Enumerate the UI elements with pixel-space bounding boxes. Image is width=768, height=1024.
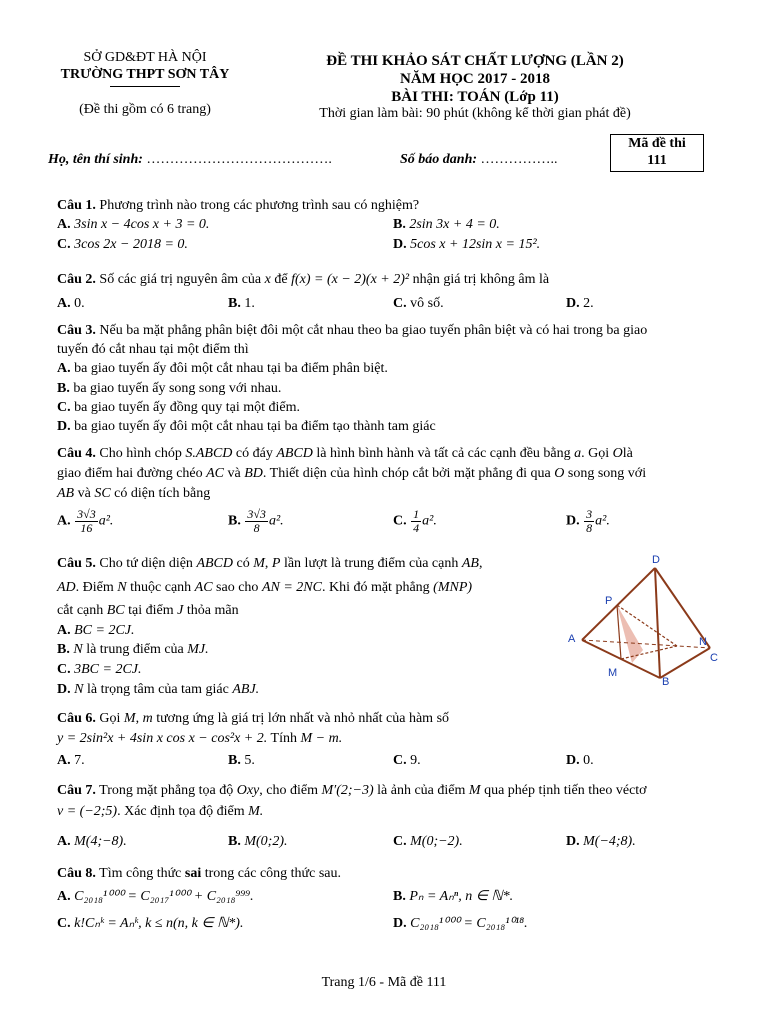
candidate-number-dots: …………….. bbox=[480, 152, 558, 167]
option-text: vô số. bbox=[410, 296, 444, 311]
math-var: (MNP) bbox=[433, 580, 473, 595]
question-6 bbox=[57, 711, 449, 727]
question-text: trong các công thức sau. bbox=[204, 866, 342, 881]
math-func: f(x) = (x − 2)(x + 2)² bbox=[291, 272, 410, 287]
denominator: 8 bbox=[253, 521, 260, 535]
label-C: C bbox=[710, 652, 718, 664]
q8-option-b bbox=[393, 888, 513, 905]
math-var: Oxy bbox=[236, 783, 260, 798]
q6-option-b bbox=[228, 753, 255, 769]
q1-option-b bbox=[393, 217, 500, 233]
question-text: tương ứng là giá trị lớn nhất và nhỏ nhất của hàm số bbox=[156, 711, 450, 726]
option-label: C. bbox=[57, 662, 71, 677]
option-text: 3cos 2x − 2018 = 0. bbox=[74, 237, 188, 252]
q7-option-c bbox=[393, 834, 463, 850]
question-text: Cho hình chóp bbox=[99, 446, 182, 461]
question-text: sao cho bbox=[216, 580, 259, 595]
option-text: 0. bbox=[583, 753, 594, 768]
school-name: TRƯỜNG THPT SƠN TÂY bbox=[60, 67, 230, 82]
q7-option-a bbox=[57, 834, 127, 850]
question-3 bbox=[57, 323, 647, 339]
math-var: SC bbox=[94, 486, 111, 501]
math-var: AN = 2NC bbox=[261, 580, 322, 595]
question-label: Câu 6. bbox=[57, 711, 96, 726]
candidate-name-dots: …………………………………. bbox=[146, 152, 332, 167]
question-7-line2 bbox=[57, 804, 263, 820]
option-text: k!Cₙᵏ = Aₙᵏ, k ≤ n(n, k ∈ ℕ*). bbox=[74, 916, 244, 931]
question-text: và bbox=[77, 486, 91, 501]
label-P: P bbox=[605, 595, 613, 607]
question-text: qua phép tịnh tiến theo véctơ bbox=[484, 783, 647, 798]
option-text: BC = 2CJ. bbox=[74, 623, 135, 638]
exam-subject: BÀI THI: TOÁN (Lớp 11) bbox=[391, 89, 559, 105]
numerator: 1 bbox=[413, 507, 420, 521]
question-text: Nếu ba mặt phẳng phân biệt đôi một cắt nhau theo ba giao tuyến phân biệt và có hai trong ba giao bbox=[99, 323, 648, 338]
math-var: AC bbox=[194, 580, 213, 595]
math-var: M′(2;−3) bbox=[321, 783, 374, 798]
exam-code-box bbox=[610, 134, 704, 172]
question-label: Câu 8. bbox=[57, 866, 96, 881]
math-var: v = (−2;5) bbox=[57, 804, 118, 819]
question-text: có diện tích bằng bbox=[114, 486, 211, 501]
question-label: Câu 7. bbox=[57, 783, 96, 798]
option-label: B. bbox=[228, 834, 241, 849]
question-text: Tìm công thức bbox=[99, 866, 182, 881]
option-text: a². bbox=[595, 513, 610, 529]
label-B: B bbox=[662, 676, 670, 688]
candidate-name-line bbox=[48, 152, 332, 168]
question-text: thuộc cạnh bbox=[130, 580, 192, 595]
numerator: 3√3 bbox=[77, 507, 96, 521]
question-text: , bbox=[264, 556, 269, 571]
q5-option-d bbox=[57, 682, 259, 698]
edge-BC bbox=[660, 648, 710, 678]
question-text: là hình bình hành và tất cả các cạnh đều bằng bbox=[316, 446, 571, 461]
question-label: Câu 1. bbox=[57, 198, 96, 213]
option-text: 5. bbox=[244, 753, 255, 768]
q7-option-b bbox=[228, 834, 288, 850]
option-text: ba giao tuyến ấy đồng quy tại một điểm. bbox=[74, 400, 301, 415]
q2-option-c bbox=[393, 296, 444, 312]
option-label: D. bbox=[566, 834, 580, 849]
candidate-number-label: Số báo danh: bbox=[400, 152, 478, 167]
option-label: D. bbox=[57, 419, 71, 434]
question-text: , bbox=[478, 556, 483, 571]
option-label: A. bbox=[57, 513, 71, 529]
math-var: M bbox=[253, 556, 265, 571]
edge-AC bbox=[582, 640, 710, 648]
math-var: M. bbox=[248, 804, 264, 819]
school-year: NĂM HỌC 2017 - 2018 bbox=[400, 71, 550, 87]
question-text: là bbox=[622, 446, 633, 461]
option-label: B. bbox=[228, 296, 241, 311]
option-text: a². bbox=[98, 513, 114, 529]
math-func: y = 2sin²x + 4sin x cos x − cos²x + 2. bbox=[57, 731, 268, 746]
math-var: M bbox=[123, 711, 136, 726]
math-var: m bbox=[142, 711, 153, 726]
q6-option-c bbox=[393, 753, 421, 769]
exam-title: ĐỀ THI KHẢO SÁT CHẤT LƯỢNG (LẦN 2) bbox=[326, 53, 624, 69]
option-label: B. bbox=[228, 513, 241, 529]
question-text: để bbox=[274, 272, 288, 287]
option-text: C₂₀₁₈¹⁰⁰⁰ = C₂₀₁₇¹⁰⁰⁰ + C₂₀₁₈⁹⁹⁹. bbox=[74, 889, 254, 904]
page-footer: Trang 1/6 - Mã đề 111 bbox=[321, 975, 447, 990]
label-M: M bbox=[608, 667, 618, 679]
q4-option-d bbox=[566, 508, 610, 535]
question-text: Cho tứ diện diện bbox=[99, 556, 193, 571]
question-8 bbox=[57, 866, 341, 882]
option-text: ba giao tuyến ấy đôi một cắt nhau tại ba điểm phân biệt. bbox=[74, 361, 388, 376]
numerator: 3√3 bbox=[247, 507, 266, 521]
math-var: AB bbox=[57, 486, 75, 501]
question-text: có bbox=[236, 556, 250, 571]
question-text: nhận giá trị không âm là bbox=[412, 272, 550, 287]
option-text: là trung điểm của bbox=[86, 642, 184, 657]
question-text: cắt cạnh bbox=[57, 603, 104, 618]
question-text: , cho điểm bbox=[259, 783, 318, 798]
option-text: M(0;−2). bbox=[410, 834, 463, 849]
math-var: O bbox=[612, 446, 623, 461]
option-label: B. bbox=[57, 642, 70, 657]
math-var: O bbox=[554, 466, 565, 481]
question-text: . Thiết diện của hình chóp cắt bởi mặt phẳng đi qua bbox=[262, 466, 551, 481]
exam-code-label: Mã đề thi bbox=[628, 136, 686, 151]
option-label: A. bbox=[57, 889, 71, 904]
option-text: ba giao tuyến ấy song song với nhau. bbox=[73, 381, 282, 396]
option-label: D. bbox=[393, 916, 407, 931]
question-4-line2 bbox=[57, 466, 646, 482]
math-var: N bbox=[74, 682, 84, 697]
math-var: M bbox=[468, 783, 481, 798]
question-6-line2 bbox=[57, 731, 342, 747]
math-var: x bbox=[264, 272, 271, 287]
math-var: S.ABCD bbox=[185, 446, 233, 461]
option-label: C. bbox=[393, 296, 407, 311]
math-var: BD bbox=[244, 466, 263, 481]
question-text: . Điểm bbox=[75, 580, 114, 595]
option-label: C. bbox=[57, 916, 71, 931]
candidate-number-line bbox=[400, 152, 558, 168]
edge-DB bbox=[655, 568, 660, 678]
math-var: a bbox=[574, 446, 582, 461]
option-text: a². bbox=[268, 513, 284, 529]
option-text: 5cos x + 12sin x = 15². bbox=[410, 237, 541, 252]
option-label: D. bbox=[393, 237, 407, 252]
pages-note: (Đề thi gồm có 6 trang) bbox=[79, 102, 211, 117]
math-var: AC bbox=[206, 466, 225, 481]
option-label: B. bbox=[228, 753, 241, 768]
question-emphasis: sai bbox=[184, 866, 202, 881]
q7-option-d bbox=[566, 834, 636, 850]
school-underline bbox=[110, 86, 180, 87]
q4-option-b bbox=[228, 508, 284, 535]
q1-option-a bbox=[57, 217, 209, 233]
option-label: C. bbox=[393, 753, 407, 768]
option-label: C. bbox=[393, 513, 407, 529]
option-text: 1. bbox=[244, 296, 255, 311]
option-text: Pₙ = Aₙⁿ, n ∈ ℕ*. bbox=[409, 889, 514, 904]
option-label: D. bbox=[566, 753, 580, 768]
option-label: A. bbox=[57, 217, 71, 232]
option-text: 0. bbox=[74, 296, 85, 311]
question-5 bbox=[57, 556, 482, 572]
option-text: 3sin x − 4cos x + 3 = 0. bbox=[74, 217, 210, 232]
q2-option-b bbox=[228, 296, 255, 312]
exam-time: Thời gian làm bài: 90 phút (không kể thời gian phát đề) bbox=[319, 106, 631, 121]
option-label: C. bbox=[57, 400, 71, 415]
math-var: N bbox=[117, 580, 127, 595]
option-text: 3BC = 2CJ. bbox=[74, 662, 142, 677]
q1-option-d bbox=[393, 237, 540, 253]
q6-option-d bbox=[566, 753, 594, 769]
option-label: C. bbox=[393, 834, 407, 849]
fraction bbox=[75, 508, 98, 535]
q1-option-c bbox=[57, 237, 188, 253]
question-text: Trong mặt phẳng tọa độ bbox=[99, 783, 234, 798]
question-text: song song với bbox=[567, 466, 647, 481]
option-label: C. bbox=[57, 237, 71, 252]
math-var: ABCD bbox=[196, 556, 233, 571]
option-text: M(4;−8). bbox=[74, 834, 127, 849]
math-var: ABJ. bbox=[232, 682, 260, 697]
math-var: J bbox=[177, 603, 184, 618]
numerator: 3 bbox=[586, 507, 593, 521]
option-text: 9. bbox=[410, 753, 421, 768]
q4-option-c bbox=[393, 508, 437, 535]
question-text: . Xác định tọa độ điểm bbox=[117, 804, 245, 819]
question-label: Câu 5. bbox=[57, 556, 96, 571]
denominator: 8 bbox=[586, 521, 593, 535]
q3-option-b bbox=[57, 381, 281, 397]
question-4 bbox=[57, 446, 633, 462]
question-5-line3 bbox=[57, 603, 239, 619]
question-text: , bbox=[135, 711, 140, 726]
question-text: Gọi bbox=[99, 711, 121, 726]
math-var: BC bbox=[106, 603, 125, 618]
q5-option-c bbox=[57, 662, 142, 678]
math-var: AB bbox=[461, 556, 479, 571]
option-text: M(0;2). bbox=[244, 834, 288, 849]
math-var: ABCD bbox=[276, 446, 313, 461]
exam-code: 111 bbox=[647, 153, 667, 168]
question-5-line2 bbox=[57, 580, 472, 596]
question-3-line2: tuyến đó cắt nhau tại một điểm thì bbox=[57, 342, 249, 357]
option-label: D. bbox=[566, 296, 580, 311]
q5-option-b bbox=[57, 642, 209, 658]
question-1 bbox=[57, 198, 419, 214]
label-A: A bbox=[568, 633, 576, 645]
option-label: A. bbox=[57, 296, 71, 311]
math-var: MJ. bbox=[187, 642, 209, 657]
q8-option-c bbox=[57, 915, 243, 932]
question-text: có đáy bbox=[235, 446, 273, 461]
option-text: C₂₀₁₈¹⁰⁰⁰ = C₂₀₁₈¹⁰¹⁸. bbox=[410, 916, 528, 931]
option-label: B. bbox=[393, 889, 406, 904]
question-text: . Gọi bbox=[581, 446, 610, 461]
q8-option-d bbox=[393, 915, 528, 932]
question-text: Tính bbox=[270, 731, 297, 746]
option-text: 7. bbox=[74, 753, 85, 768]
question-text: là ảnh của điểm bbox=[377, 783, 466, 798]
fraction bbox=[245, 508, 268, 535]
q8-option-a bbox=[57, 888, 254, 905]
q6-option-a bbox=[57, 753, 85, 769]
label-D: D bbox=[652, 554, 660, 566]
question-label: Câu 2. bbox=[57, 272, 96, 287]
q5-option-a bbox=[57, 623, 135, 639]
option-text: 2. bbox=[583, 296, 594, 311]
option-label: A. bbox=[57, 623, 71, 638]
option-label: D. bbox=[566, 513, 580, 529]
q4-option-a bbox=[57, 508, 113, 535]
label-N: N bbox=[699, 636, 707, 648]
option-text: là trọng tâm của tam giác bbox=[86, 682, 229, 697]
q2-option-d bbox=[566, 296, 594, 312]
option-label: A. bbox=[57, 361, 71, 376]
fraction bbox=[411, 508, 421, 535]
question-text: Phương trình nào trong các phương trình sau có nghiệm? bbox=[99, 198, 420, 213]
question-text: thỏa mãn bbox=[186, 603, 239, 618]
option-label: A. bbox=[57, 753, 71, 768]
option-label: A. bbox=[57, 834, 71, 849]
option-text: ba giao tuyến ấy đôi một cắt nhau tại ba điểm tạo thành tam giác bbox=[74, 419, 436, 434]
candidate-name-label: Họ, tên thí sinh: bbox=[48, 152, 143, 167]
question-text: và bbox=[227, 466, 241, 481]
fraction bbox=[584, 508, 594, 535]
question-text: Số các giá trị nguyên âm của bbox=[99, 272, 262, 287]
question-text: lần lượt là trung điểm của cạnh bbox=[283, 556, 459, 571]
math-var: N bbox=[73, 642, 83, 657]
option-text: 2sin 3x + 4 = 0. bbox=[409, 217, 500, 232]
question-text: . Khi đó mặt phẳng bbox=[321, 580, 430, 595]
q3-option-d bbox=[57, 419, 436, 435]
department-name: SỞ GD&ĐT HÀ NỘI bbox=[83, 50, 207, 65]
question-2 bbox=[57, 272, 549, 288]
option-text: M(−4;8). bbox=[583, 834, 636, 849]
math-var: AD bbox=[57, 580, 76, 595]
option-label: B. bbox=[57, 381, 70, 396]
math-var: M − m. bbox=[300, 731, 343, 746]
question-4-line3 bbox=[57, 486, 210, 502]
q2-option-a bbox=[57, 296, 85, 312]
q3-option-c bbox=[57, 400, 300, 416]
math-var: P bbox=[271, 556, 281, 571]
option-label: D. bbox=[57, 682, 71, 697]
question-label: Câu 4. bbox=[57, 446, 96, 461]
option-label: B. bbox=[393, 217, 406, 232]
question-text: giao điểm hai đường chéo bbox=[57, 466, 203, 481]
denominator: 16 bbox=[80, 521, 93, 535]
option-text: a². bbox=[422, 513, 437, 529]
tetrahedron-figure bbox=[562, 550, 737, 690]
question-text: tại điểm bbox=[128, 603, 174, 618]
denominator: 4 bbox=[413, 521, 420, 535]
question-label: Câu 3. bbox=[57, 323, 96, 338]
q3-option-a bbox=[57, 361, 388, 377]
question-7 bbox=[57, 783, 647, 799]
